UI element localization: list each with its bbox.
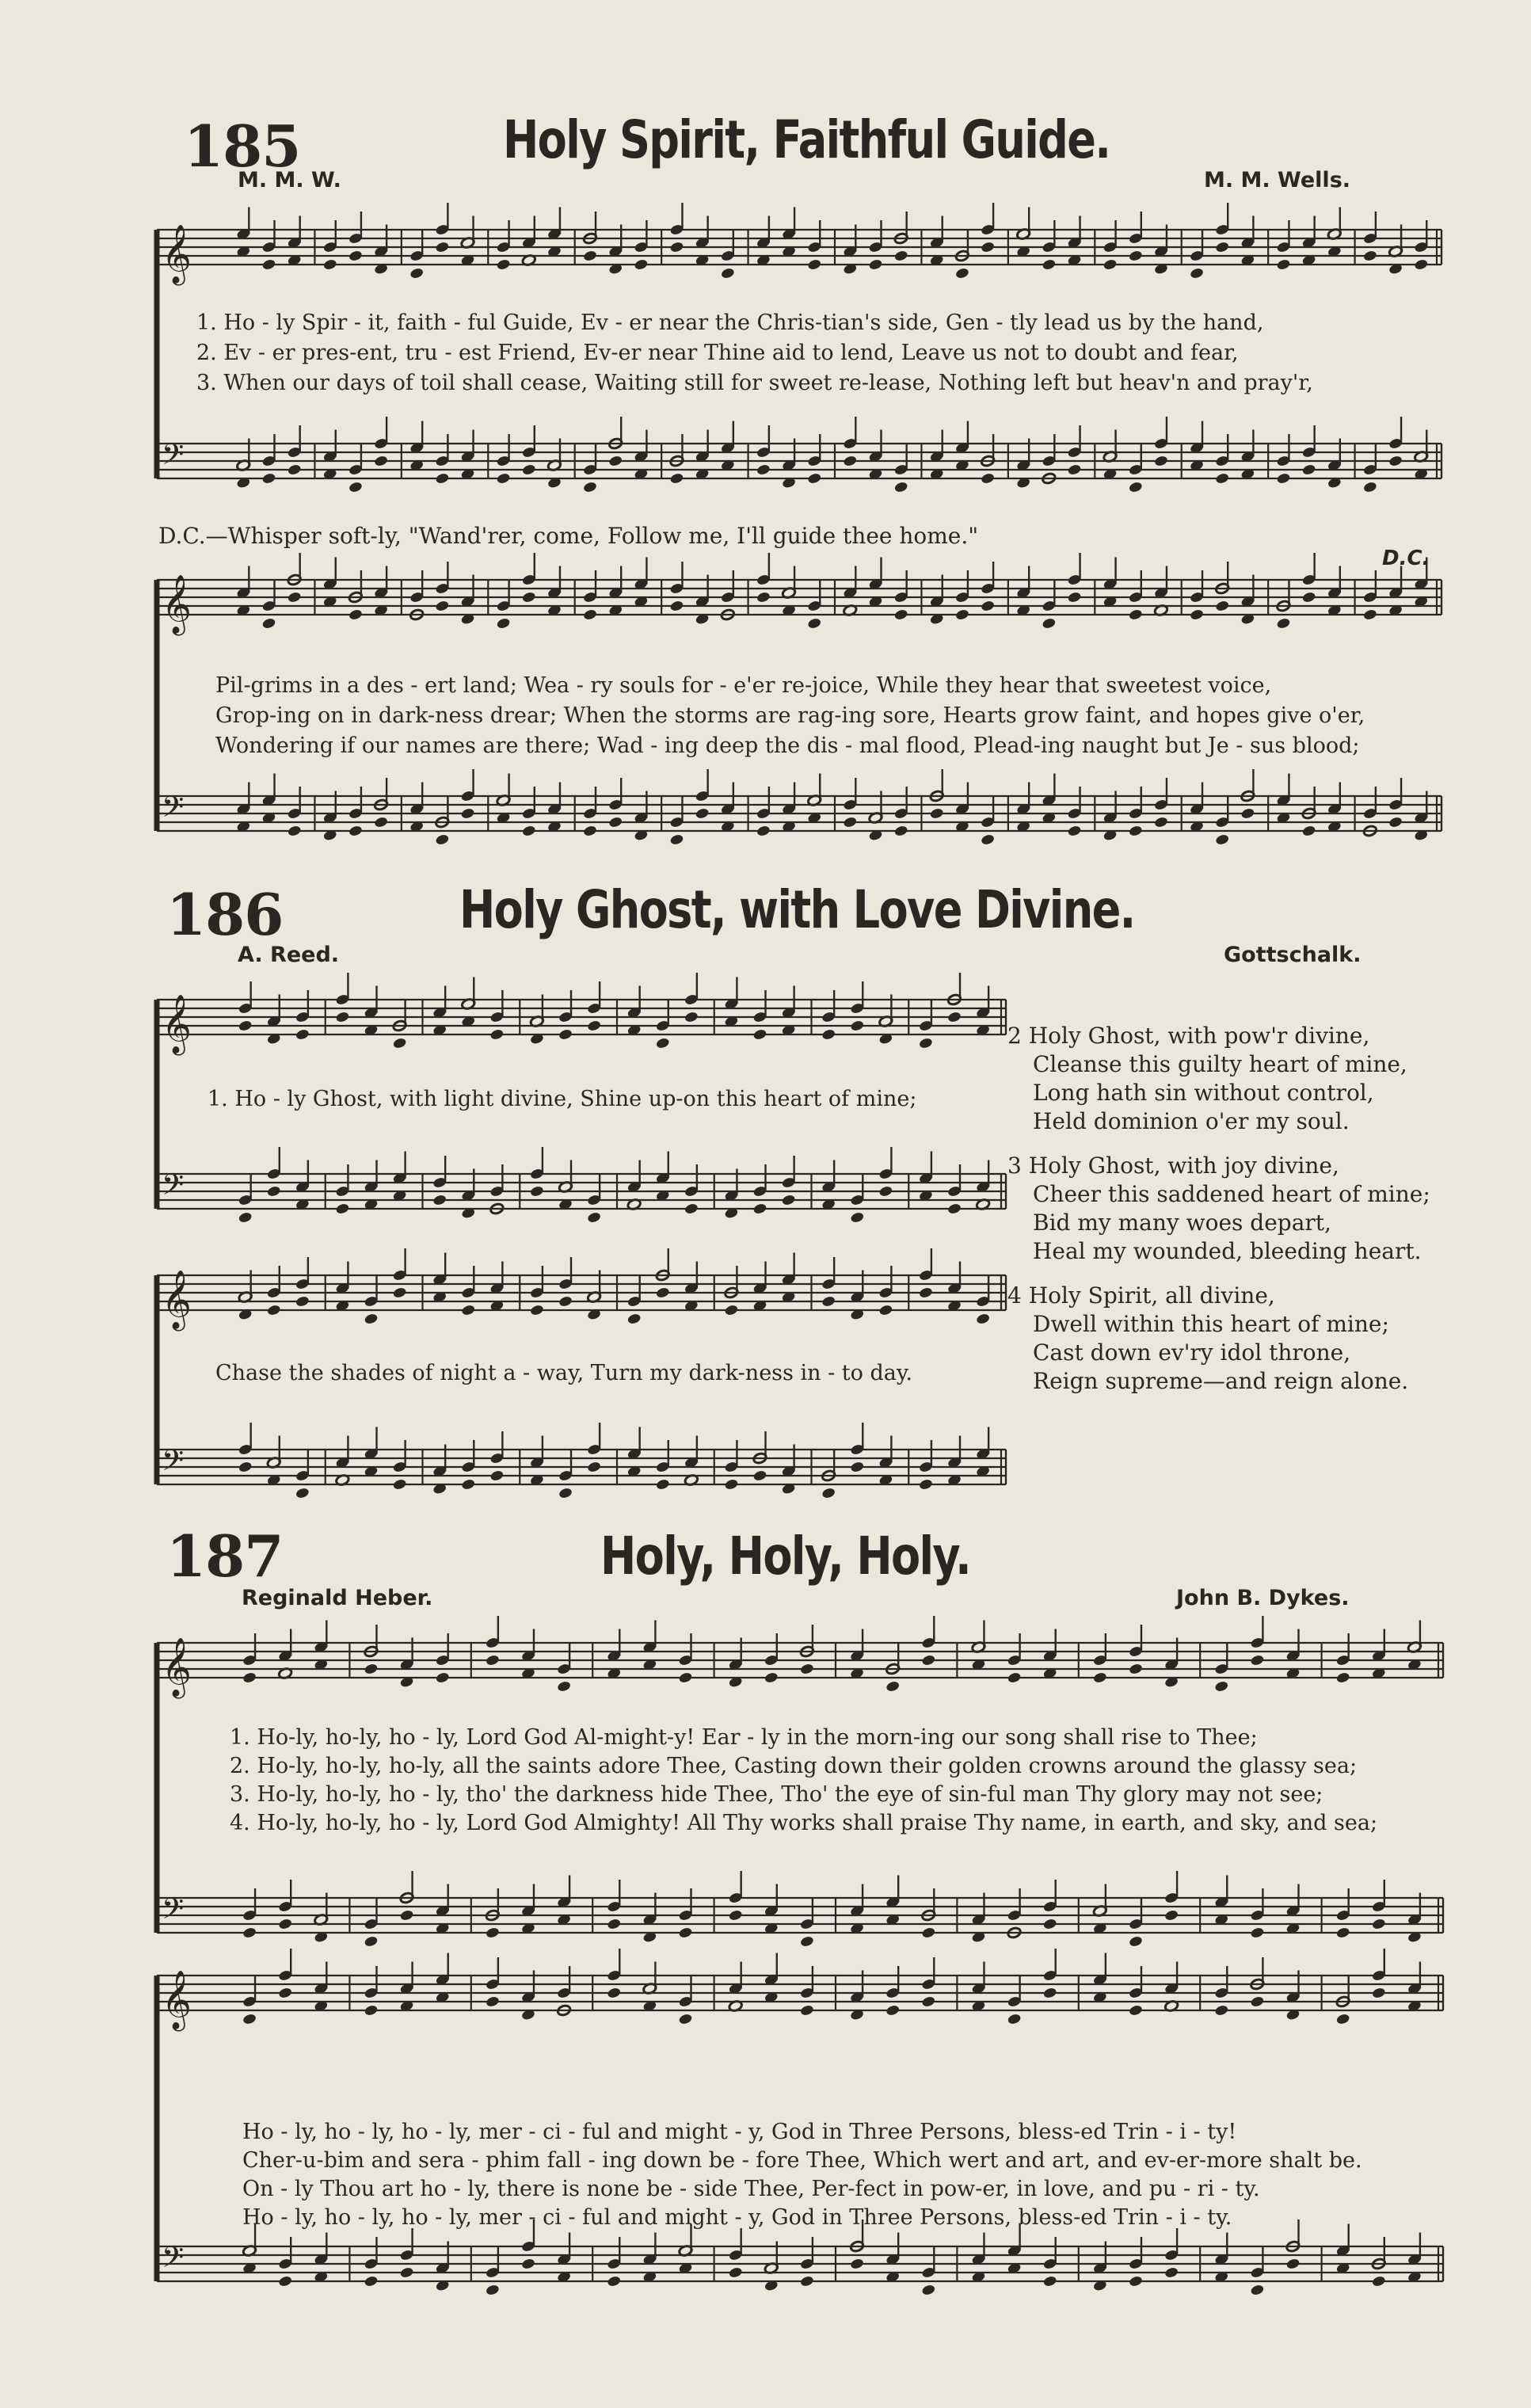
- note-head: [724, 1478, 739, 1491]
- note-head: [521, 591, 536, 604]
- note-head: [1276, 258, 1291, 271]
- note-head: [781, 1194, 796, 1206]
- note-head: [752, 1202, 767, 1215]
- note-head: [1190, 608, 1205, 621]
- bass-clef-icon: 𝄢: [162, 1444, 185, 1484]
- note-head: [800, 1663, 815, 1675]
- note-head: [921, 1654, 936, 1667]
- bass-clef-icon: 𝄢: [162, 2241, 185, 2281]
- lyric-line: Grop-ing on in dark-ness drear; When the storms are rag-ing sore, Hearts grow faint, and hopes give o'er,: [215, 703, 1365, 728]
- note-head: [1335, 1671, 1350, 1684]
- note-head: [1276, 472, 1291, 485]
- note-head: [1250, 1926, 1265, 1939]
- lyric-line: 1. Ho - ly Ghost, with light divine, Shine up-on this heart of mine;: [208, 1087, 917, 1111]
- note-head: [850, 1461, 865, 1473]
- words-credit: A. Reed.: [238, 943, 340, 967]
- note-head: [1215, 833, 1230, 846]
- lyric-line: 1. Ho - ly Spir - it, faith - ful Guide, Ev - er near the Chris-tian's side, Gen - tly lead us by the hand,: [196, 311, 1264, 335]
- note-head: [335, 1202, 350, 1215]
- note-head: [919, 1037, 934, 1050]
- note-head: [1042, 1987, 1057, 1999]
- note-head: [807, 472, 822, 485]
- note-head: [955, 608, 970, 621]
- lyric-line: On - ly Thou art ho - ly, there is none be - side Thee, Per-fect in pow-er, in love, and pu - ri - ty.: [242, 2177, 1260, 2201]
- words-credit: Reginald Heber.: [242, 1586, 433, 1610]
- note-head: [976, 1313, 991, 1325]
- bass-clef-icon: 𝄢: [162, 438, 185, 478]
- note-head: [850, 2258, 865, 2270]
- note-head: [348, 481, 364, 493]
- hymn-number: 186: [166, 881, 284, 948]
- note-head: [261, 258, 276, 271]
- note-head: [756, 591, 771, 604]
- note-head: [669, 472, 684, 485]
- note-head: [1154, 455, 1169, 467]
- note-head: [583, 250, 598, 262]
- note-head: [678, 1671, 693, 1684]
- note-head: [1042, 2275, 1057, 2288]
- note-head: [435, 241, 450, 253]
- staff: [157, 1000, 1006, 1034]
- note-head: [885, 2004, 901, 2017]
- note-head: [295, 1028, 310, 1041]
- note-head: [868, 258, 883, 271]
- note-head: [607, 2275, 622, 2288]
- lyric-line: 4. Ho-ly, ho-ly, ho - ly, Lord God Almighty! All Thy works shall praise Thy name, in earth, and sky, and sea;: [230, 1811, 1378, 1835]
- note-head: [238, 1211, 253, 1224]
- note-head: [348, 250, 364, 262]
- note-head: [242, 1926, 257, 1939]
- note-head: [409, 267, 425, 280]
- note-head: [728, 1909, 743, 1922]
- note-head: [322, 258, 337, 271]
- note-head: [1007, 2013, 1022, 2025]
- note-head: [461, 1304, 476, 1316]
- bass-clef-icon: 𝄢: [162, 791, 185, 831]
- note-head: [278, 1987, 293, 1999]
- note-head: [1129, 2275, 1144, 2288]
- note-head: [981, 241, 996, 253]
- hymn-title: Holy, Holy, Holy.: [600, 1526, 971, 1587]
- note-head: [287, 825, 302, 837]
- stanza: [1007, 1282, 1430, 1396]
- staff: [157, 1275, 1006, 1310]
- music-credit: John B. Dykes.: [1176, 1586, 1350, 1610]
- note-head: [392, 1478, 407, 1491]
- note-head: [684, 1202, 699, 1215]
- treble-clef-icon: 𝄞: [162, 1271, 192, 1329]
- stanza-line: Holy Ghost, with pow'r divine,: [1028, 1023, 1370, 1049]
- note-head: [1362, 250, 1377, 262]
- note-head: [295, 1295, 310, 1308]
- note-head: [485, 2284, 500, 2296]
- note-head: [800, 1935, 815, 1948]
- note-head: [348, 825, 364, 837]
- note-head: [893, 608, 908, 621]
- lyric-line: 3. When our days of toil shall cease, Waiting still for sweet re-lease, Nothing left but heav'n and pray'r,: [196, 371, 1313, 395]
- note-head: [893, 825, 908, 837]
- note-head: [756, 825, 771, 837]
- note-head: [1285, 2258, 1301, 2270]
- note-head: [295, 1487, 310, 1499]
- note-head: [843, 816, 858, 829]
- note-head: [335, 1011, 350, 1023]
- note-head: [893, 481, 908, 493]
- note-head: [485, 1926, 500, 1939]
- stanza-line: Dwell within this heart of mine;: [1033, 1311, 1389, 1337]
- note-head: [587, 1461, 602, 1473]
- note-head: [756, 463, 771, 476]
- note-head: [374, 455, 389, 467]
- note-head: [583, 825, 598, 837]
- note-head: [1371, 1987, 1386, 1999]
- note-head: [669, 241, 684, 253]
- note-head: [720, 267, 735, 280]
- treble-clef-icon: 𝄞: [162, 1638, 192, 1697]
- dc-line: D.C.—Whisper soft-ly, "Wand'rer, come, Follow me, I'll guide thee home.": [158, 523, 979, 549]
- stanza-line: Heal my wounded, bleeding heart.: [1033, 1238, 1422, 1264]
- note-head: [921, 1995, 936, 2008]
- treble-clef-icon: 𝄞: [162, 995, 192, 1054]
- treble-clef-icon: 𝄞: [162, 575, 192, 634]
- note-head: [266, 1185, 281, 1198]
- note-head: [399, 1909, 414, 1922]
- note-head: [921, 2284, 936, 2296]
- stanza-line: Holy Ghost, with joy divine,: [1028, 1153, 1339, 1179]
- note-head: [587, 1211, 602, 1224]
- note-head: [364, 1313, 379, 1325]
- note-head: [669, 600, 684, 612]
- note-head: [684, 1011, 699, 1023]
- note-head: [1371, 2275, 1386, 2288]
- note-head: [655, 1037, 670, 1050]
- note-head: [1067, 463, 1082, 476]
- lyric-line: Ho - ly, ho - ly, ho - ly, mer - ci - ful and might - y, God in Three Persons, bless-ed Trin - i - ty!: [242, 2120, 1237, 2144]
- note-head: [669, 833, 684, 846]
- note-head: [947, 1011, 962, 1023]
- note-head: [807, 258, 822, 271]
- note-head: [1129, 1935, 1144, 1948]
- stanza-line: Reign supreme—and reign alone.: [1033, 1368, 1409, 1394]
- note-head: [399, 2266, 414, 2279]
- note-head: [278, 1918, 293, 1930]
- stanza-line: Held dominion o'er my soul.: [1033, 1108, 1350, 1134]
- note-head: [1154, 816, 1169, 829]
- lyric-line: 2. Ho-ly, ho-ly, ho-ly, all the saints adore Thee, Casting down their golden crowns around the glassy sea;: [230, 1754, 1358, 1778]
- note-head: [435, 1671, 450, 1684]
- note-head: [1067, 591, 1082, 604]
- note-head: [392, 1037, 407, 1050]
- note-head: [800, 2275, 815, 2288]
- lyric-line: 1. Ho-ly, ho-ly, ho - ly, Lord God Al-might-y! Ear - ly in the morn-ing our song shall rise to Thee;: [230, 1725, 1258, 1750]
- note-head: [1103, 258, 1118, 271]
- note-head: [364, 1935, 379, 1948]
- stanza-line: Bid my many woes depart,: [1033, 1210, 1331, 1236]
- note-head: [850, 1211, 865, 1224]
- lyric-line: Chase the shades of night a - way, Turn my dark-ness in - to day.: [215, 1361, 913, 1385]
- note-head: [878, 1185, 893, 1198]
- note-head: [278, 2275, 293, 2288]
- note-head: [634, 258, 649, 271]
- note-head: [724, 1304, 739, 1316]
- note-head: [1250, 1995, 1265, 2008]
- note-head: [521, 825, 536, 837]
- bass-clef-icon: 𝄢: [162, 1892, 185, 1933]
- note-head: [287, 591, 302, 604]
- note-head: [1335, 2013, 1350, 2025]
- note-head: [1371, 1918, 1386, 1930]
- note-head: [885, 1680, 901, 1693]
- lyric-line: Pil-grims in a des - ert land; Wea - ry souls for - e'er re-joice, While they hear that sweetest voice,: [215, 673, 1272, 698]
- note-head: [558, 1487, 573, 1499]
- note-head: [1301, 825, 1316, 837]
- note-head: [287, 463, 302, 476]
- note-head: [1129, 1663, 1144, 1675]
- note-head: [981, 472, 996, 485]
- note-head: [607, 1987, 622, 1999]
- note-head: [843, 455, 858, 467]
- note-head: [1301, 463, 1316, 476]
- note-head: [608, 816, 623, 829]
- note-head: [558, 1295, 573, 1308]
- note-head: [821, 1028, 836, 1041]
- note-head: [919, 1478, 934, 1491]
- stanza-number: 4: [1007, 1282, 1022, 1309]
- note-head: [1128, 250, 1143, 262]
- note-head: [807, 617, 822, 630]
- music-credit: Gottschalk.: [1224, 943, 1362, 967]
- staff: [157, 1174, 1006, 1209]
- stanza: [1007, 1152, 1430, 1266]
- note-head: [364, 2004, 379, 2017]
- note-head: [1128, 481, 1143, 493]
- staff: [157, 1450, 1006, 1484]
- note-head: [521, 463, 536, 476]
- note-head: [530, 1185, 545, 1198]
- note-head: [587, 1019, 602, 1032]
- note-head: [1335, 1926, 1350, 1939]
- hymn-title: Holy Ghost, with Love Divine.: [459, 879, 1135, 940]
- dc-mark: D.C.: [1382, 547, 1430, 570]
- note-head: [981, 600, 996, 612]
- lyric-line: Wondering if our names are there; Wad - ing deep the dis - mal flood, Plead-ing naught but Je - sus blood;: [215, 733, 1360, 758]
- note-head: [496, 617, 511, 630]
- note-head: [695, 807, 710, 820]
- note-head: [238, 1019, 253, 1032]
- note-head: [489, 1469, 505, 1482]
- note-head: [752, 1028, 767, 1041]
- note-head: [460, 807, 475, 820]
- note-head: [583, 608, 598, 621]
- note-head: [496, 258, 511, 271]
- note-head: [1067, 825, 1082, 837]
- hymn-number: 187: [166, 1522, 284, 1590]
- note-head: [1240, 807, 1255, 820]
- note-head: [374, 816, 389, 829]
- note-head: [678, 2013, 693, 2025]
- lyric-line: Ho - ly, ho - ly, ho - ly, mer - ci - ful and might - y, God in Three Persons, bless-ed Trin - i - ty.: [242, 2205, 1232, 2230]
- stanza-line: Cast down ev'ry idol throne,: [1033, 1339, 1351, 1366]
- note-head: [1092, 1671, 1107, 1684]
- lyric-line: Cher-u-bim and sera - phim fall - ing down be - fore Thee, Which wert and art, and ev-er-more shalt be.: [242, 2148, 1362, 2173]
- note-head: [1128, 825, 1143, 837]
- note-head: [1388, 816, 1403, 829]
- note-head: [1362, 481, 1377, 493]
- note-head: [1215, 241, 1230, 253]
- note-head: [435, 833, 450, 846]
- note-head: [947, 1202, 962, 1215]
- stanza-number: 3: [1007, 1153, 1022, 1179]
- note-head: [1007, 1671, 1022, 1684]
- treble-clef-icon: 𝄞: [162, 225, 192, 284]
- note-head: [521, 2258, 536, 2270]
- note-head: [485, 1654, 500, 1667]
- note-head: [921, 1926, 936, 1939]
- note-head: [242, 1671, 257, 1684]
- note-head: [348, 608, 364, 621]
- note-head: [485, 1995, 500, 2008]
- stanza-line: Cheer this saddened heart of mine;: [1033, 1181, 1430, 1207]
- note-head: [261, 617, 276, 630]
- note-head: [530, 1304, 545, 1316]
- note-head: [435, 600, 450, 612]
- note-head: [821, 1295, 836, 1308]
- music-credit: M. M. Wells.: [1204, 168, 1351, 192]
- note-head: [583, 481, 598, 493]
- note-head: [1414, 258, 1429, 271]
- note-head: [1042, 1918, 1057, 1930]
- note-head: [261, 472, 276, 485]
- note-head: [955, 267, 970, 280]
- note-head: [1164, 1909, 1179, 1922]
- note-head: [242, 2013, 257, 2025]
- note-head: [1128, 608, 1143, 621]
- note-head: [1214, 2004, 1229, 2017]
- note-head: [266, 1304, 281, 1316]
- note-head: [850, 1019, 865, 1032]
- note-head: [364, 1663, 379, 1675]
- note-head: [1129, 2004, 1144, 2017]
- note-head: [878, 1304, 893, 1316]
- stanza-line: Holy Spirit, all divine,: [1028, 1282, 1275, 1309]
- note-head: [1214, 1680, 1229, 1693]
- stanza-line: Cleanse this guilty heart of mine,: [1033, 1051, 1407, 1077]
- lyric-line: 3. Ho-ly, ho-ly, ho - ly, tho' the darkness hide Thee, Tho' the eye of sin-ful man Thy glory may not see;: [230, 1782, 1323, 1807]
- note-head: [678, 1926, 693, 1939]
- note-head: [919, 1286, 934, 1299]
- bass-clef-icon: 𝄢: [162, 1168, 185, 1209]
- note-head: [461, 1478, 476, 1491]
- hymn-title: Holy Spirit, Faithful Guide.: [503, 109, 1110, 170]
- note-head: [764, 1671, 779, 1684]
- note-head: [1250, 1654, 1265, 1667]
- extra-stanzas: [1007, 1022, 1430, 1412]
- note-head: [557, 1680, 572, 1693]
- note-head: [496, 472, 511, 485]
- note-head: [364, 2275, 379, 2288]
- note-head: [1388, 455, 1403, 467]
- note-head: [1276, 617, 1291, 630]
- note-head: [1042, 258, 1057, 271]
- note-head: [800, 2004, 815, 2017]
- stanza-number: 2: [1007, 1023, 1022, 1049]
- note-head: [1215, 600, 1230, 612]
- note-head: [1190, 267, 1205, 280]
- note-head: [929, 807, 944, 820]
- lyric-line: 2. Ev - er pres-ent, tru - est Friend, Ev-er near Thine aid to lend, Leave us not to doubt and fear,: [196, 341, 1239, 365]
- note-head: [607, 1918, 622, 1930]
- note-head: [821, 1487, 836, 1499]
- note-head: [432, 1194, 447, 1206]
- stanza-line: Long hath sin without control,: [1033, 1080, 1374, 1106]
- stanza: [1007, 1022, 1430, 1136]
- note-head: [1215, 472, 1230, 485]
- note-head: [626, 1313, 642, 1325]
- treble-clef-icon: 𝄞: [162, 1971, 192, 2029]
- note-head: [489, 1028, 505, 1041]
- note-head: [392, 1286, 407, 1299]
- note-head: [1042, 617, 1057, 630]
- note-head: [655, 1478, 670, 1491]
- note-head: [728, 2266, 743, 2279]
- note-head: [238, 1461, 253, 1473]
- note-head: [752, 1469, 767, 1482]
- words-credit: M. M. W.: [238, 168, 341, 192]
- note-head: [558, 1028, 573, 1041]
- note-head: [981, 833, 996, 846]
- note-head: [1164, 2266, 1179, 2279]
- note-head: [1362, 608, 1377, 621]
- hymn-number: 185: [184, 112, 301, 180]
- note-head: [655, 1286, 670, 1299]
- note-head: [1301, 591, 1316, 604]
- note-head: [893, 250, 908, 262]
- note-head: [435, 472, 450, 485]
- note-head: [1250, 2284, 1265, 2296]
- note-head: [608, 455, 623, 467]
